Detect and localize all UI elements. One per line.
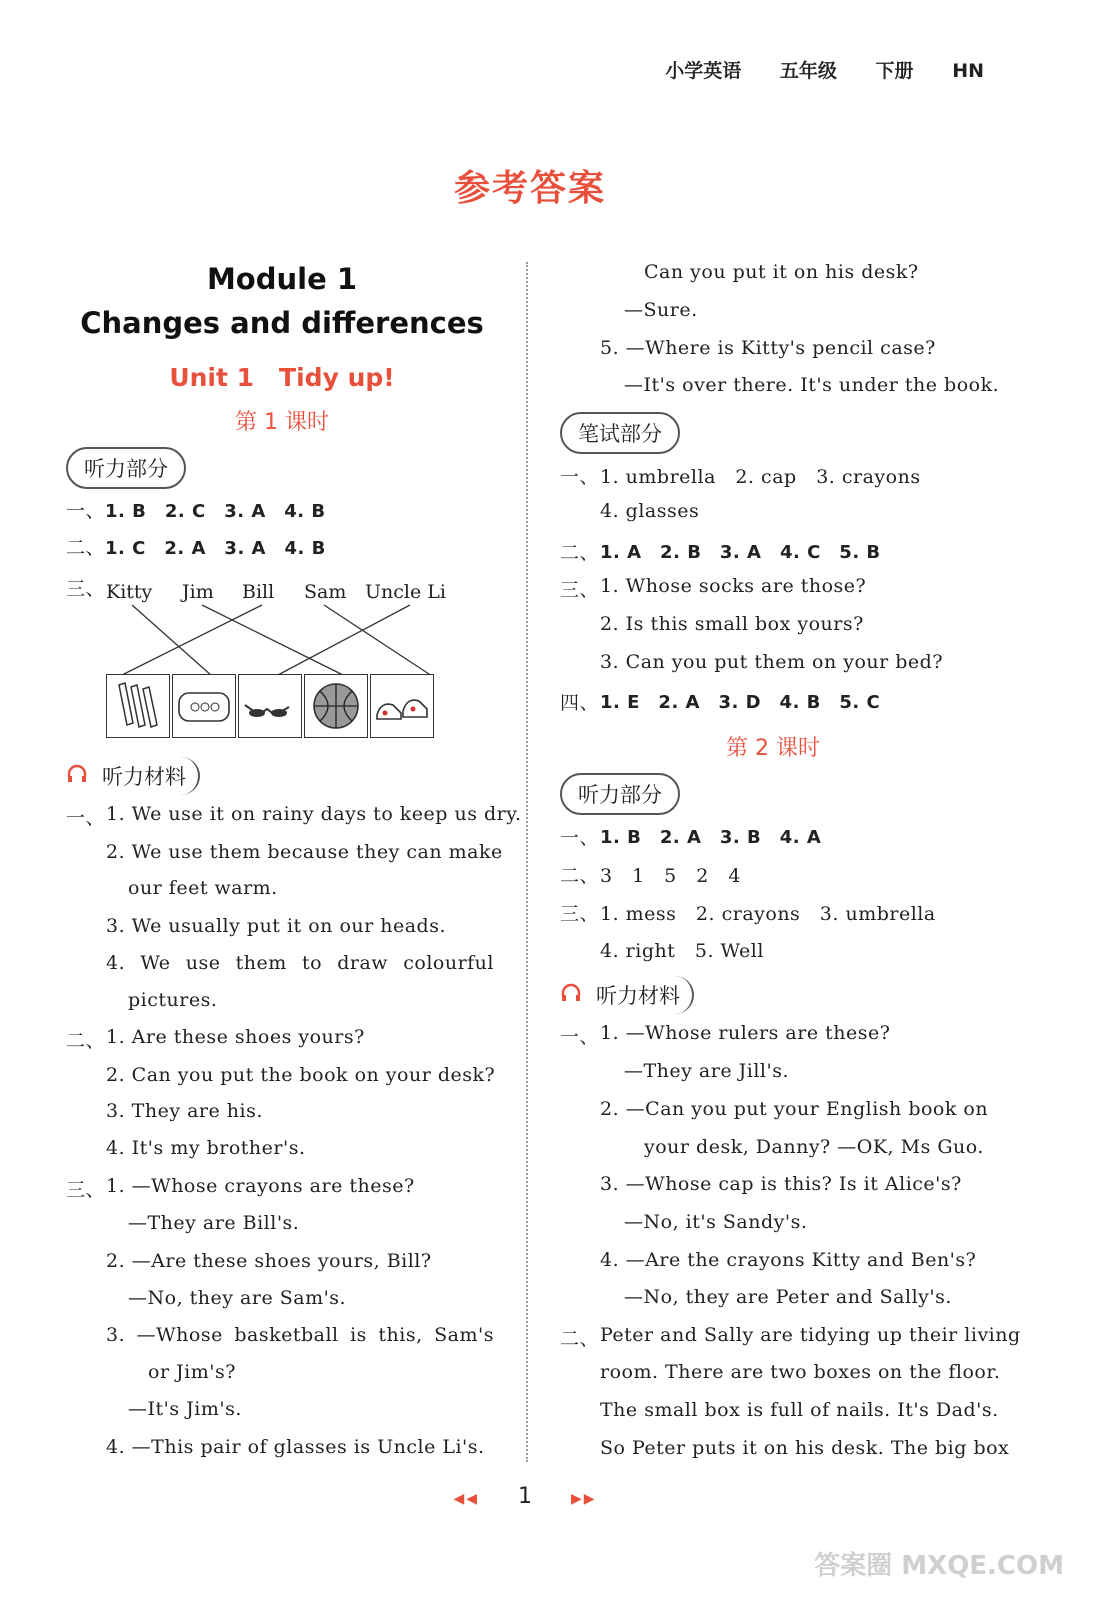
w1-prefix: 一、 xyxy=(560,466,600,488)
rm1-item-2: 2. —Can you put your English book on xyxy=(600,1098,989,1120)
w3-prefix: 三、 xyxy=(560,579,600,601)
m3-item-4: 4. —This pair of glasses is Uncle Li's. xyxy=(106,1436,485,1458)
header-edition: HN xyxy=(952,60,984,82)
match-name-uncle-li: Uncle Li xyxy=(365,581,446,603)
rm1-item-3-answer: —No, it's Sandy's. xyxy=(624,1211,808,1233)
glasses-picture xyxy=(238,674,302,738)
m3-item-3-answer: —It's Jim's. xyxy=(128,1398,242,1420)
q2-prefix: 二、 xyxy=(66,537,106,559)
match-name-jim: Jim xyxy=(182,581,214,603)
r-top-2: —Sure. xyxy=(624,299,698,321)
match-line-bill xyxy=(120,605,262,676)
w4-prefix: 四、 xyxy=(560,692,600,714)
m1-item-2: 2. We use them because they can make xyxy=(106,841,503,863)
module-number: Module 1 xyxy=(206,262,358,296)
m1-item-1: 1. We use it on rainy days to keep us dry. xyxy=(106,803,522,825)
module-title: Changes and differences xyxy=(80,306,484,340)
rm1-item-4: 4. —Are the crayons Kitty and Ben's? xyxy=(600,1249,977,1271)
listening-section-label: 听力部分 xyxy=(66,447,186,489)
written-section-label: 笔试部分 xyxy=(560,412,680,454)
q1-prefix: 一、 xyxy=(66,500,106,522)
rm2-prefix: 二、 xyxy=(560,1328,600,1350)
header-subject: 小学英语 xyxy=(665,60,742,82)
listening-material-label-1 xyxy=(62,757,200,795)
match-name-kitty: Kitty xyxy=(106,581,153,603)
prev-arrows-icon: ◀◀ xyxy=(453,1491,479,1507)
w1-line2: 4. glasses xyxy=(600,500,700,522)
match-line-uncle-li xyxy=(276,605,410,676)
rm1-item-1-answer: —They are Jill's. xyxy=(624,1060,789,1082)
lesson-1-heading: 第 1 课时 xyxy=(235,410,329,435)
rm1-item-1: 1. —Whose rulers are these? xyxy=(600,1022,891,1044)
listening-material-label-2 xyxy=(556,976,694,1014)
match-name-sam: Sam xyxy=(304,581,347,603)
m2-prefix: 二、 xyxy=(66,1030,106,1052)
r-top-1: Can you put it on his desk? xyxy=(644,261,919,283)
rm2-line-3: The small box is full of nails. It's Dad's. xyxy=(600,1399,999,1421)
m2-item-2: 2. Can you put the book on your desk? xyxy=(106,1064,496,1086)
m1-item-4-cont: pictures. xyxy=(128,989,218,1011)
m3-prefix: 三、 xyxy=(66,1179,106,1201)
q1-answers: 1. B 2. C 3. A 4. B xyxy=(105,501,326,522)
w3-item-1: 1. Whose socks are those? xyxy=(600,575,867,597)
crayons-picture xyxy=(106,674,170,738)
pencil-case-picture xyxy=(172,674,236,738)
unit-title: Unit 1 Tidy up! xyxy=(169,363,395,392)
m3-item-1: 1. —Whose crayons are these? xyxy=(106,1175,415,1197)
w3-item-3: 3. Can you put them on your bed? xyxy=(600,651,944,673)
rm2-line-4: So Peter puts it on his desk. The big box xyxy=(600,1437,1010,1459)
match-line-sam xyxy=(324,605,432,676)
rm1-item-2-cont: your desk, Danny? —OK, Ms Guo. xyxy=(644,1136,984,1158)
m1-item-2-cont: our feet warm. xyxy=(128,877,278,899)
listening-section-label-2: 听力部分 xyxy=(560,773,680,815)
match-name-bill: Bill xyxy=(242,581,275,603)
w3-item-2: 2. Is this small box yours? xyxy=(600,613,864,635)
m3-item-3: 3. —Whose basketball is this, Sam's xyxy=(106,1324,494,1346)
watermark: 答案圈 MXQE.COM xyxy=(814,1551,1064,1581)
m1-item-4: 4. We use them to draw colourful xyxy=(106,952,494,974)
w2-answers: 1. A 2. B 3. A 4. C 5. B xyxy=(600,542,881,563)
m3-item-3-cont: or Jim's? xyxy=(148,1361,236,1383)
header-volume: 下册 xyxy=(875,60,914,82)
q2-answers: 1. C 2. A 3. A 4. B xyxy=(105,538,326,559)
w1-line1: 1. umbrella 2. cap 3. crayons xyxy=(600,466,921,488)
basketball-picture xyxy=(304,674,368,738)
l1-prefix: 一、 xyxy=(560,827,600,849)
r-top-3: 5. —Where is Kitty's pencil case? xyxy=(600,337,936,359)
rm1-item-3: 3. —Whose cap is this? Is it Alice's? xyxy=(600,1173,962,1195)
page-number: 1 xyxy=(518,1484,532,1509)
m1-prefix: 一、 xyxy=(66,807,106,829)
m2-item-3: 3. They are his. xyxy=(106,1100,263,1122)
headphones-icon xyxy=(66,763,88,785)
l3-prefix: 三、 xyxy=(560,903,600,925)
match-picture-row xyxy=(106,674,446,740)
match-line-jim xyxy=(202,605,345,676)
rm1-item-4-answer: —No, they are Peter and Sally's. xyxy=(624,1286,952,1308)
header-grade: 五年级 xyxy=(779,60,837,82)
page-footer xyxy=(0,1484,1050,1509)
m3-item-2-answer: —No, they are Sam's. xyxy=(128,1287,347,1309)
w4-answers: 1. E 2. A 3. D 4. B 5. C xyxy=(600,692,881,713)
w2-prefix: 二、 xyxy=(560,542,600,564)
next-arrows-icon: ▶▶ xyxy=(571,1491,597,1507)
headphones-icon xyxy=(560,982,582,1004)
match-line-kitty xyxy=(132,605,212,676)
m3-item-2: 2. —Are these shoes yours, Bill? xyxy=(106,1250,432,1272)
l2-answers: 3 1 5 2 4 xyxy=(600,865,741,887)
listening-material-text-2: 听力材料 xyxy=(596,984,680,1008)
q3-prefix: 三、 xyxy=(66,578,106,600)
listening-material-text: 听力材料 xyxy=(102,765,186,789)
l2-prefix: 二、 xyxy=(560,865,600,887)
l3-line1: 1. mess 2. crayons 3. umbrella xyxy=(600,903,936,925)
lesson-2-heading: 第 2 课时 xyxy=(726,736,820,761)
l1-answers: 1. B 2. A 3. B 4. A xyxy=(600,827,822,848)
rm2-line-1: Peter and Sally are tidying up their living xyxy=(600,1324,1021,1346)
page-title: 参考答案 xyxy=(453,168,606,209)
rm1-prefix: 一、 xyxy=(560,1026,600,1048)
m1-item-3: 3. We usually put it on our heads. xyxy=(106,915,447,937)
m2-item-1: 1. Are these shoes yours? xyxy=(106,1026,365,1048)
m3-item-1-answer: —They are Bill's. xyxy=(128,1212,300,1234)
rm2-line-2: room. There are two boxes on the floor. xyxy=(600,1361,1001,1383)
shoes-picture xyxy=(370,674,434,738)
l3-line2: 4. right 5. Well xyxy=(600,940,764,962)
r-top-4: —It's over there. It's under the book. xyxy=(624,374,1000,396)
m2-item-4: 4. It's my brother's. xyxy=(106,1137,306,1159)
